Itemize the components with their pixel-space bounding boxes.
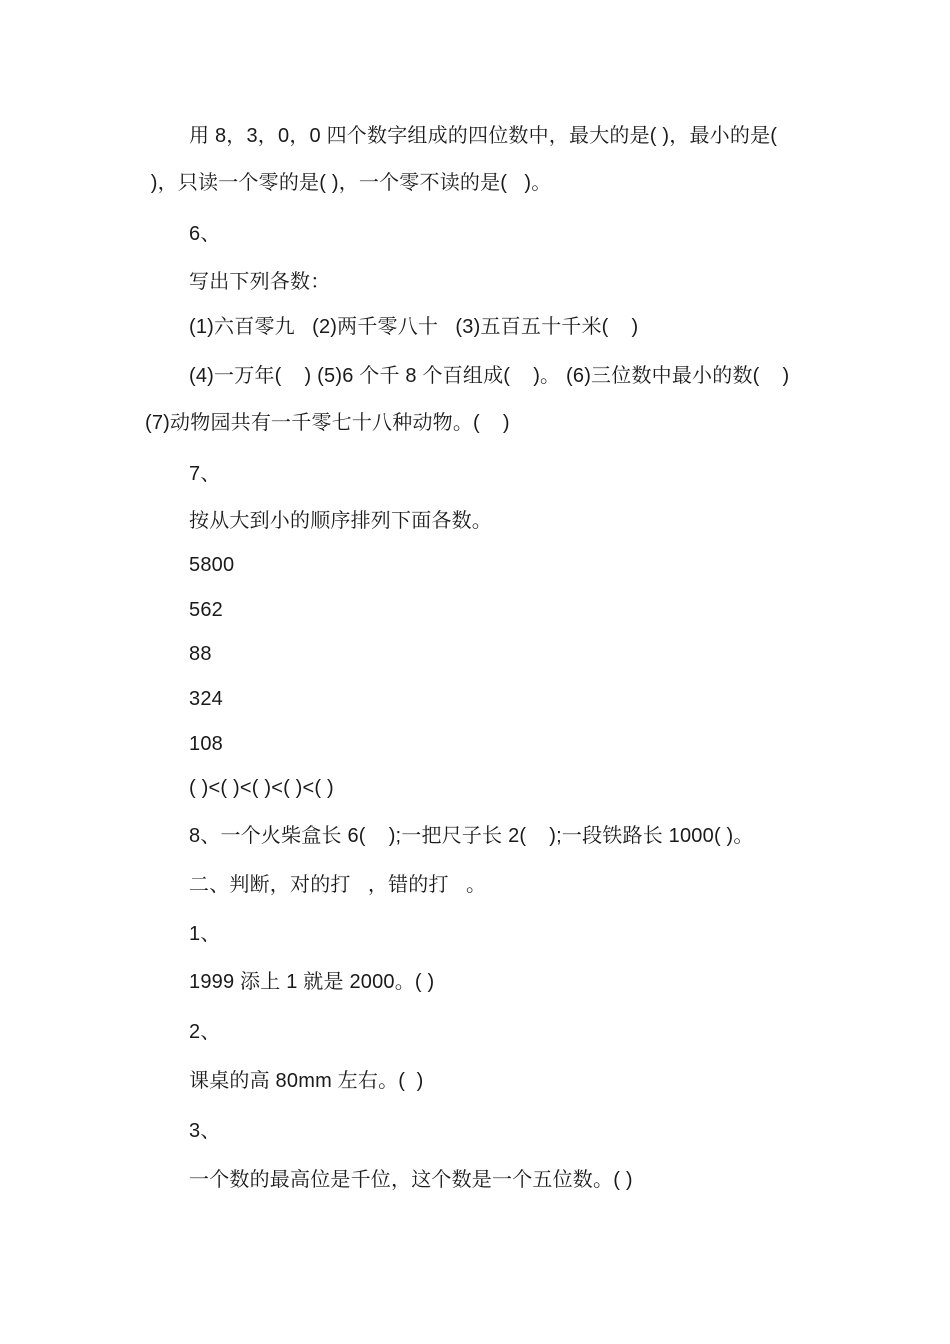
number-item: 88: [189, 643, 212, 665]
number-item: 108: [189, 733, 223, 755]
judgement-1-statement: 1999 添上 1 就是 2000。( ): [189, 971, 435, 993]
question-6-items-4-6: (4)一万年( ) (5)6 个千 8 个百组成( )。 (6)三位数中最小的数( ): [189, 365, 790, 387]
question-7-instruction: 按从大到小的顺序排列下面各数。: [189, 510, 492, 532]
number-item: 324: [189, 688, 223, 710]
question-7-number: 7、: [189, 463, 221, 485]
question-6-instruction: 写出下列各数：: [189, 271, 331, 293]
judgement-2-statement: 课桌的高 80mm 左右。( ): [189, 1070, 424, 1092]
section-2-heading: 二、判断，对的打 ，错的打 。: [189, 874, 487, 896]
number-item: 5800: [189, 554, 235, 576]
question-5-line-1: 用 8，3，0，0 四个数字组成的四位数中，最大的是( )，最小的是(: [189, 125, 778, 147]
question-6-number: 6、: [189, 223, 221, 245]
question-8: 8、一个火柴盒长 6( );一把尺子长 2( );一段铁路长 1000( )。: [189, 825, 754, 847]
number-item: 562: [189, 599, 223, 621]
judgement-1-number: 1、: [189, 923, 221, 945]
question-5-line-2: )，只读一个零的是( )，一个零不读的是( )。: [145, 172, 552, 194]
judgement-3-statement: 一个数的最高位是千位，这个数是一个五位数。( ): [189, 1169, 633, 1191]
question-6-items-1-3: (1)六百零九 (2)两千零八十 (3)五百五十千米( ): [189, 316, 639, 338]
judgement-2-number: 2、: [189, 1021, 221, 1043]
ordering-blanks: ( )<( )<( )<( )<( ): [189, 777, 334, 799]
question-6-item-7: (7)动物园共有一千零七十八种动物。( ): [145, 412, 510, 434]
judgement-3-number: 3、: [189, 1120, 221, 1142]
